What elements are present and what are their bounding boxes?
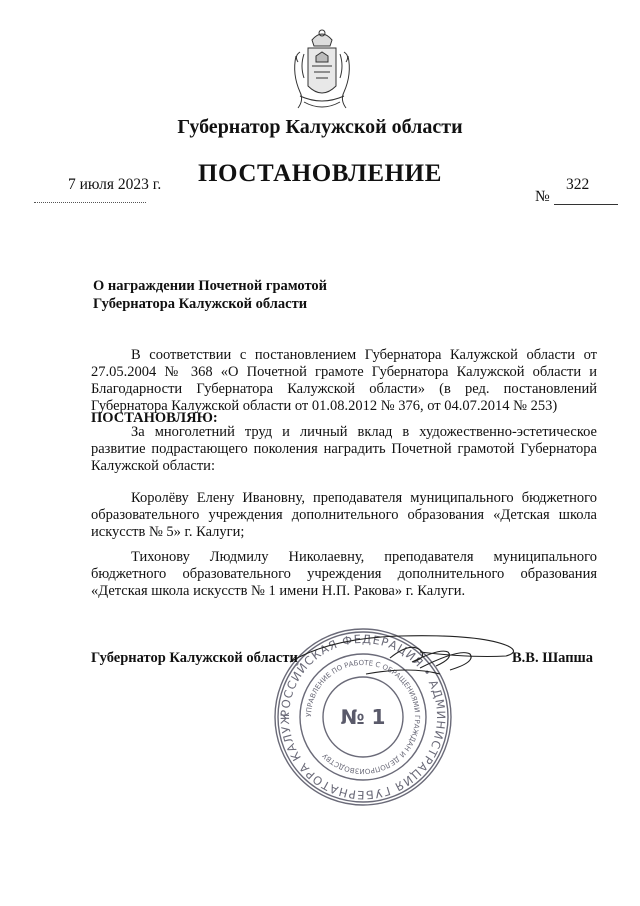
signature-position: Губернатор Калужской области [91, 650, 298, 666]
document-number: 322 [566, 176, 590, 193]
coat-of-arms-emblem [290, 26, 354, 114]
coat-of-arms-icon [290, 26, 354, 114]
subject-line-2: Губернатора Калужской области [93, 296, 308, 312]
awardee-paragraph-1 [91, 490, 597, 541]
signatory-name: В.В. Шапша [512, 650, 594, 666]
handwritten-signature [270, 628, 520, 692]
awardee-text-2: Тихонову Людмилу Николаевну, преподавателя муниципального бюджетного образовательного учреждения дополнительного образования «Детская школа искусств № 1 имени Н.П. Ракова» г. Калуги. [91, 549, 597, 599]
awardee-paragraph-2 [91, 549, 597, 600]
awardee-text-1: Королёву Елену Ивановну, преподавателя муниципального бюджетного образовательного учреждения дополнительного образования «Детская школа искусств № 5» г. Калуги; [91, 490, 597, 540]
stamp-inner-text: УПРАВЛЕНИЕ ПО РАБОТЕ С ОБРАЩЕНИЯМИ ГРАЖДАН И ДЕЛОПРОИЗВОДСТВУ [304, 658, 422, 776]
stamp-outer-text: РОССИЙСКАЯ ФЕДЕРАЦИЯ • АДМИНИСТРАЦИЯ ГУБЕРНАТОРА КАЛУЖ [277, 631, 449, 803]
issuing-authority: Губернатор Калужской области [177, 116, 463, 138]
preamble-paragraph [91, 347, 597, 415]
decision-text: За многолетний труд и личный вклад в художественно-эстетическое развитие подрастающего поколения наградить Почетной грамотой Губернатора Калужской области: [91, 424, 597, 474]
signature-icon [270, 628, 520, 692]
subject-line-1: О награждении Почетной грамотой [93, 278, 328, 294]
document-number-label: № [535, 188, 550, 205]
decision-paragraph [91, 424, 597, 475]
stamp-center-number: № 1 [340, 705, 386, 729]
decree-word: ПОСТАНОВЛЯЮ: [91, 410, 218, 426]
document-type-title: ПОСТАНОВЛЕНИЕ [197, 160, 443, 187]
number-underline [554, 204, 618, 205]
date-underline [34, 202, 146, 203]
document-date: 7 июля 2023 г. [68, 176, 162, 193]
document-subject [93, 277, 327, 313]
preamble-text: В соответствии с постановлением Губернатора Калужской области от 27.05.2004 № 368 «О Почетной грамоте Губернатора Калужской области и Благодарности Губернатора Калужской области» (в ред. постановлений Губернатора Калужской области от 01.08.2012 № 376, от 04.07.2014 № 253) [91, 347, 597, 414]
